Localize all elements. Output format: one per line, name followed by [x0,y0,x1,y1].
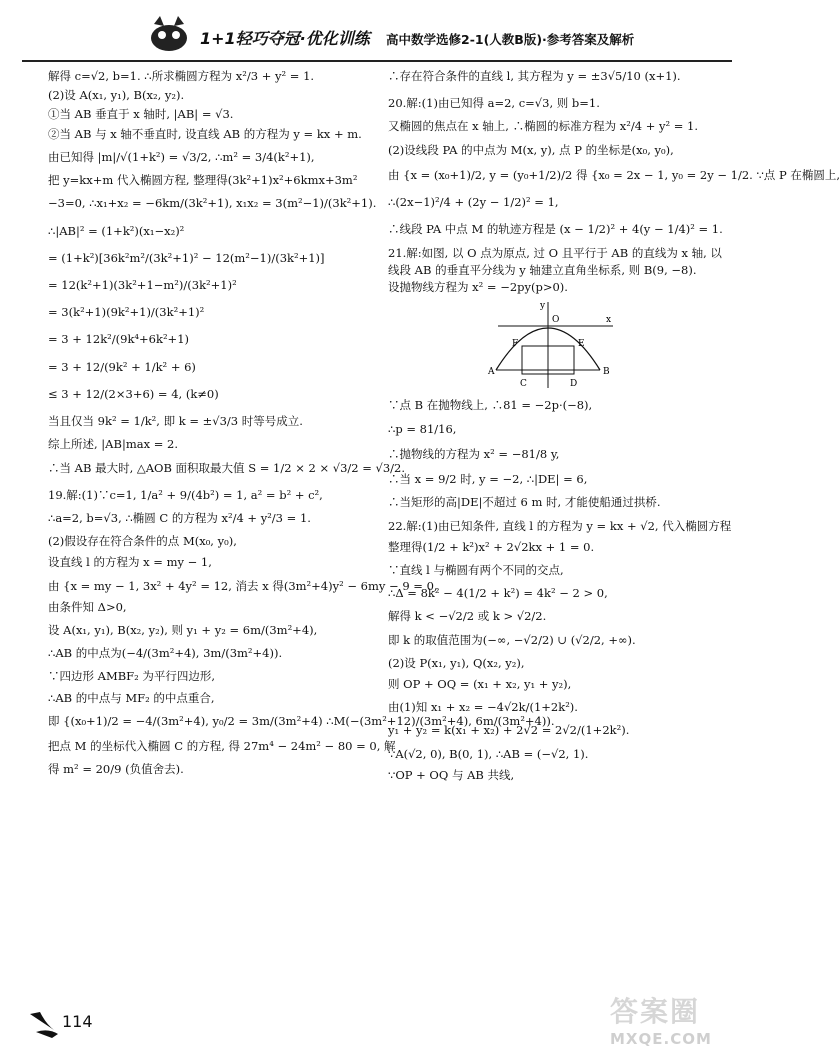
text-line: ∴存在符合条件的直线 l, 其方程为 y = ±3√5/10 (x+1). [388,69,681,83]
text-line: 当且仅当 9k² = 1/k², 即 k = ±√3/3 时等号成立. [48,414,303,429]
text-line: ∵直线 l 与椭圆有两个不同的交点, [388,562,564,577]
text-line: ∴AB 的中点与 MF₂ 的中点重合, [48,690,215,705]
text-line: 设抛物线方程为 x² = −2py(p>0). [388,279,568,294]
text-line: ∴|AB|² = (1+k²)(x₁−x₂)² [48,223,185,238]
text-line: ∴(2x−1)²/4 + (2y − 1/2)² = 1, [388,195,559,210]
text-line: ∵A(√2, 0), B(0, 1), ∴AB = (−√2, 1). [388,746,589,761]
text-line: 21.解:如图, 以 O 点为原点, 过 O 且平行于 AB 的直线为 x 轴, 以 [388,245,722,260]
label-x: x [606,315,612,326]
parabola-bridge-figure [488,300,618,390]
text-line: 由 {x = my − 1, 3x² + 4y² = 12, 消去 x 得(3m²+4)y² − 6my − 9 = 0, [48,578,438,593]
text-line: 则 OP + OQ = (x₁ + x₂, y₁ + y₂), [388,677,572,692]
text-line: = (1+k²)[36k²m²/(3k²+1)² − 12(m²−1)/(3k²+1)] [48,250,325,265]
text-line: ∴p = 81/16, [388,421,457,436]
text-line: ≤ 3 + 12/(2×3+6) = 4, (k≠0) [48,386,219,401]
brand-title: 1+1轻巧夺冠·优化训练 [200,29,370,48]
text-line: (2)设线段 PA 的中点为 M(x, y), 点 P 的坐标是(x₀, y₀), [388,142,674,157]
text-line: 综上所述, |AB|max = 2. [48,437,178,452]
text-line: 由已知得 |m|/√(1+k²) = √3/2, ∴m² = 3/4(k²+1), [48,149,315,164]
text-line: = 3 + 12/(9k² + 1/k² + 6) [48,359,196,374]
text-line: 整理得(1/2 + k²)x² + 2√2kx + 1 = 0. [388,539,595,554]
text-line: = 3 + 12k²/(9k⁴+6k²+1) [48,332,189,347]
label-d: D [570,379,578,390]
text-line: y₁ + y₂ = k(x₁ + x₂) + 2√2 = 2√2/(1+2k²). [388,723,630,738]
text-line: = 3(k²+1)(9k²+1)/(3k²+1)² [48,305,205,320]
text-line: 由条件知 Δ>0, [48,599,127,614]
watermark-url: MXQE.COM [610,1030,712,1048]
text-line: (2)设 P(x₁, y₁), Q(x₂, y₂), [388,655,525,670]
label-c: C [520,379,527,390]
text-line: ∴当 x = 9/2 时, y = −2, ∴|DE| = 6, [388,472,588,487]
text-line: (2)假设存在符合条件的点 M(x₀, y₀), [48,534,237,549]
page-header [22,8,732,62]
text-line: 又椭圆的焦点在 x 轴上, ∴椭圆的标准方程为 x²/4 + y² = 1. [388,119,699,134]
text-line: 解得 k < −√2/2 或 k > √2/2. [388,609,547,624]
text-line: ∴a=2, b=√3, ∴椭圆 C 的方程为 x²/4 + y²/3 = 1. [48,510,311,525]
text-line: ∴抛物线的方程为 x² = −81/8 y, [388,446,560,461]
text-line: ∴当 AB 最大时, △AOB 面积取最大值 S = 1/2 × 2 × √3/2 = √3/2. [48,460,406,475]
label-f: F [512,339,519,350]
text-line: 线段 AB 的垂直平分线为 y 轴建立直角坐标系, 则 B(9, −8). [388,262,697,277]
text-line: 设直线 l 的方程为 x = my − 1, [48,555,212,570]
text-line: ①当 AB 垂直于 x 轴时, |AB| = √3. [48,107,234,122]
text-line: 得 m² = 20/9 (负值舍去). [48,762,184,777]
right-column [388,69,840,782]
text-line: ∴AB 的中点为(−4/(3m²+4), 3m/(3m²+4)). [48,646,283,661]
text-line: (2)设 A(x₁, y₁), B(x₂, y₂). [48,88,185,103]
text-line: 即 {(x₀+1)/2 = −4/(3m²+4), y₀/2 = 3m/(3m²+4) ∴M(−(3m²+12)/(3m²+4), 6m/(3m²+4)). [48,713,555,728]
text-line: 20.解:(1)由已知得 a=2, c=√3, 则 b=1. [388,96,600,111]
text-line: 22.解:(1)由已知条件, 直线 l 的方程为 y = kx + √2, 代入椭圆方程 [388,518,732,533]
label-e: E [578,339,585,350]
text-line: 解得 c=√2, b=1. ∴所求椭圆方程为 x²/3 + y² = 1. [48,69,315,83]
text-line: 把点 M 的坐标代入椭圆 C 的方程, 得 27m⁴ − 24m² − 80 = 0, 解 [48,739,396,754]
mascot-logo-icon [142,14,196,54]
text-line: = 12(k²+1)(3k²+1−m²)/(3k²+1)² [48,277,237,292]
watermark [610,990,740,1050]
text-line: ②当 AB 与 x 轴不垂直时, 设直线 AB 的方程为 y = kx + m. [48,126,362,141]
text-line: ∵OP + OQ 与 AB 共线, [388,767,515,782]
text-line: ∵点 B 在抛物线上, ∴81 = −2p·(−8), [388,398,593,413]
text-line: 设 A(x₁, y₁), B(x₂, y₂), 则 y₁ + y₂ = 6m/(3m²+4), [48,623,318,638]
text-line: ∴Δ = 8k² − 4(1/2 + k²) = 4k² − 2 > 0, [388,586,608,601]
text-line: 由(1)知 x₁ + x₂ = −4√2k/(1+2k²). [388,700,578,715]
book-subject: 高中数学选修2-1(人教B版)·参考答案及解析 [386,32,635,47]
label-y: y [540,301,546,312]
text-line: 即 k 的取值范围为(−∞, −√2/2) ∪ (√2/2, +∞). [388,632,636,647]
text-line: 19.解:(1)∵c=1, 1/a² + 9/(4b²) = 1, a² = b² + c², [48,487,323,502]
label-b: B [603,367,610,378]
watermark-logo-text: 答案圈 [610,995,701,1028]
label-o: O [552,315,560,326]
label-a: A [488,367,495,378]
text-line: 由 {x = (x₀+1)/2, y = (y₀+1/2)/2 得 {x₀ = 2x − 1, y₀ = 2y − 1/2. ∵点 P 在椭圆上, [388,167,840,182]
text-line: ∴当矩形的高|DE|不超过 6 m 时, 才能使船通过拱桥. [388,495,661,510]
text-line: ∴线段 PA 中点 M 的轨迹方程是 (x − 1/2)² + 4(y − 1/4)² = 1. [388,222,723,237]
text-line: −3=0, ∴x₁+x₂ = −6km/(3k²+1), x₁x₂ = 3(m²−1)/(3k²+1). [48,196,377,211]
page-number: 114 [62,1012,93,1031]
text-line: ∵四边形 AMBF₂ 为平行四边形, [48,669,216,684]
text-line: 把 y=kx+m 代入椭圆方程, 整理得(3k²+1)x²+6kmx+3m² [48,173,358,188]
